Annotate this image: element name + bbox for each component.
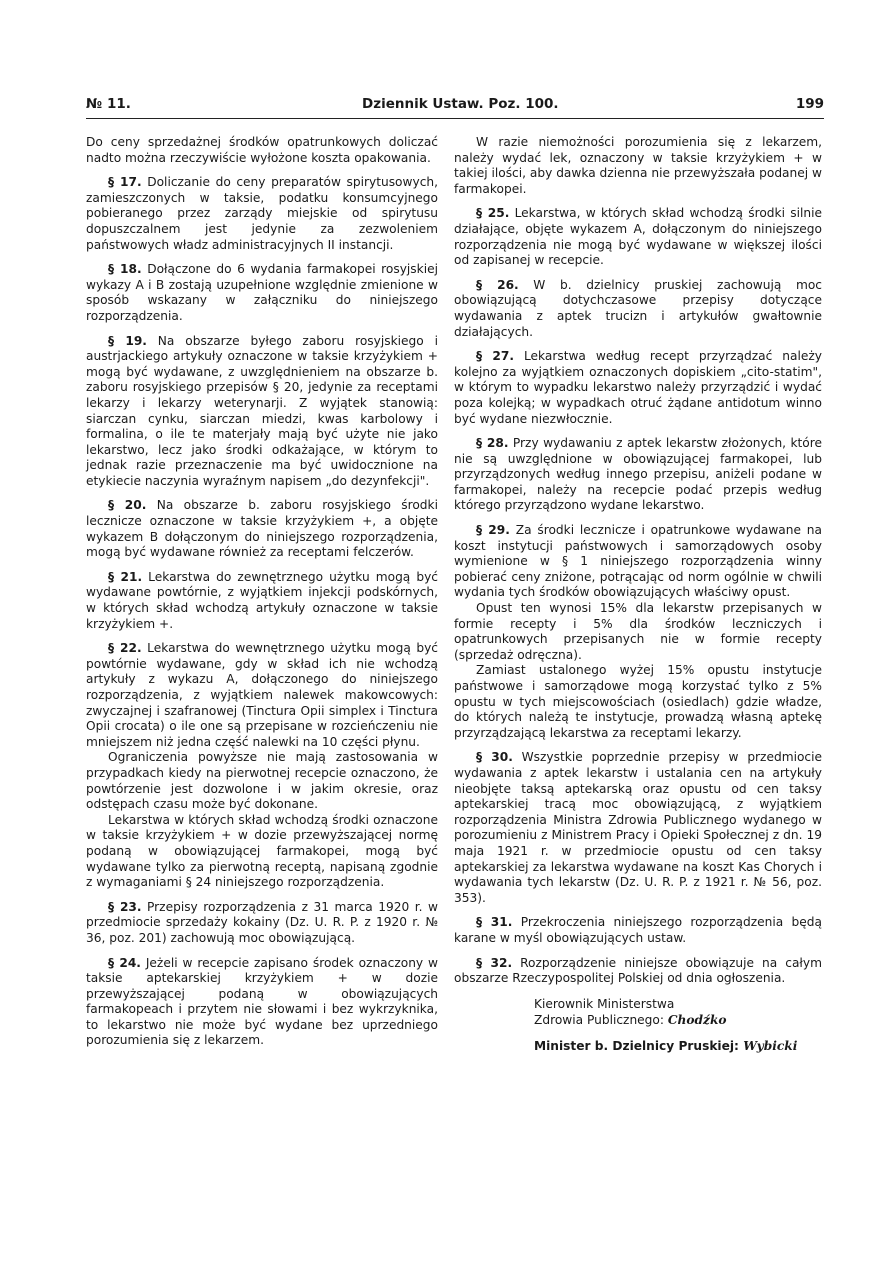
page-number: 199	[795, 96, 824, 112]
paragraph-s27: § 27. Lekarstwa według recept przyrządzać należy kolejno za wyjątkiem oznaczonych dopiskiem „cito-statim", w którym to wypadku lekarstwo należy przyrządzić i wydać poza kolejką; w wypadkach otruć żądane antidotum winno być wydane niezwłocznie.	[454, 349, 822, 426]
paragraph-s20: § 20. Na obszarze b. zaboru rosyjskiego środki lecznicze oznaczone w taksie krzyżykiem +, a objęte wykazem B dołączonym do niniejszego rozporządzenia, mogą być wydawane również za receptami felczerów.	[86, 498, 438, 560]
paragraph-s28: § 28. Przy wydawaniu z aptek lekarstw złożonych, które nie są uwzględnione w obowiązującej farmakopei, lub przyrządzonych według innego przepisu, aniżeli podane w farmakopei, należy na recepcie podać przepis według którego przyrządzono wydane lekarstwo.	[454, 436, 822, 513]
signature-health-label: Zdrowia Publicznego:	[534, 1012, 664, 1027]
right-column	[454, 135, 822, 1054]
paragraph-s24: § 24. Jeżeli w recepcie zapisano środek oznaczony w taksie aptekarskiej krzyżykiem + w dozie przewyższającej podaną w obowiązujących farmakopeach i przytem nie słowami i bez wykrzyknika, to lekarstwo nie może być wydane bez uprzedniego porozumienia się z lekarzem.	[86, 955, 438, 1048]
paragraph-s26: § 26. W b. dzielnicy pruskiej zachowują moc obowiązującą dotychczasowe przepisy dotyczące wydawania z aptek trucizn i artykułów gwałtownie działających.	[454, 277, 822, 339]
section-marker: § 28.	[476, 436, 509, 451]
paragraph-s22-limits: Ograniczenia powyższe nie mają zastosowania w przypadkach kiedy na pierwotnej recepcie oznaczono, że powtórzenie jest dozwolone i w jakim okresie, oraz odstępach czasu może być dokonane.	[86, 750, 438, 812]
header-rule	[86, 118, 824, 119]
signature-prussia-label: Minister b. Dzielnicy Pruskiej:	[534, 1038, 739, 1053]
section-marker: § 27.	[476, 349, 514, 364]
section-marker: § 30.	[476, 750, 513, 765]
paragraph-s18: § 18. Dołączone do 6 wydania farmakopei rosyjskiej wykazy A i B zostają uzupełnione względnie zmienione w sposób wskazany w załączniku do niniejszego rozporządzenia.	[86, 262, 438, 323]
left-column	[86, 135, 438, 1058]
paragraph-s23: § 23. Przepisy rozporządzenia z 31 marca 1920 r. w przedmiocie sprzedaży kokainy (Dz. U. R. P. z 1920 r. № 36, poz. 201) zachowują moc obowiązującą.	[86, 899, 438, 945]
paragraph-s32: § 32. Rozporządzenie niniejsze obowiązuje na całym obszarze Rzeczypospolitej Polskiej od dnia ogłoszenia.	[454, 955, 822, 986]
paragraph-s29-alt: Zamiast ustalonego wyżej 15% opustu instytucje państwowe i samorządowe mogą korzystać tylko z 5% opustu w tych miejscowościach (osiedlach) gdzie władze, do których należą te instytucje, prowadzą własną aptekę przyrządzającą lekarstwa za receptami lekarzy.	[454, 663, 822, 740]
section-marker: § 21.	[108, 569, 143, 584]
paragraph-s17: § 17. Doliczanie do ceny preparatów spirytusowych, zamieszczonych w taksie, podatku konsumcyjnego pobieranego przez zarządy miejskie od spirytusu dopuszczalnem jest jedynie za zezwoleniem państwowych władz administracyjnych II instancji.	[86, 175, 438, 252]
section-marker: § 18.	[108, 262, 142, 277]
paragraph-s22: § 22. Lekarstwa do wewnętrznego użytku mogą być powtórnie wydawane, gdy w skład ich nie wchodzą artykuły z wykazu A, dołączonego do niniejszego rozporządzenia, z wyjątkiem nalewek makowcowych: zwyczajnej i szafranowej (Tinctura Opii simplex i Tinctura Opii crocata) o ile one są przepisane w rozcieńczeniu nie mniejszem niż jedna część nalewki na 10 części płynu.	[86, 641, 438, 749]
paragraph-s22-dose: Lekarstwa w których skład wchodzą środki oznaczone w taksie krzyżykiem + w dozie przewyższającej normę podaną w obowiązującej farmakopei, mogą być wydawane tylko za pierwotną receptą, napisaną zgodnie z wymaganiami § 24 niniejszego rozporządzenia.	[86, 812, 438, 890]
section-marker: § 24.	[108, 955, 141, 970]
section-marker: § 26.	[476, 277, 519, 292]
paragraph-s31: § 31. Przekroczenia niniejszego rozporządzenia będą karane w myśl obowiązujących ustaw.	[454, 915, 822, 945]
paragraph-s29-discount: Opust ten wynosi 15% dla lekarstw przepisanych w formie recepty i 5% dla środków leczniczych i opatrunkowych przepisanych nie w formie recepty (sprzedaż odręczna).	[454, 601, 822, 662]
signature-prussia-name: Wybicki	[743, 1038, 798, 1053]
issue-number: № 11.	[86, 96, 131, 112]
paragraph-s29: § 29. Za środki lecznicze i opatrunkowe wydawane na koszt instytucji państwowych i samorządowych osoby wymienione w § 1 niniejszego rozporządzenia winny pobierać ceny zniżone, potrącając od norm ogólnie w chwili wydania tych środków obowiązujących właściwy opust.	[454, 523, 822, 600]
section-marker: § 31.	[476, 915, 513, 930]
section-marker: § 20.	[108, 498, 147, 513]
signature-health-name: Chodźko	[667, 1012, 727, 1027]
signature-prussia-minister	[454, 1038, 822, 1054]
section-marker: § 17.	[108, 175, 142, 190]
signature-title: Kierownik Ministerstwa	[534, 996, 675, 1011]
paragraph-s19: § 19. Na obszarze byłego zaboru rosyjskiego i austrjackiego artykuły oznaczone w taksie krzyżykiem + mogą być wydawane, z uwzględnieniem na obszarze b. zaboru rosyjskiego przepisów § 20, jedynie za receptami lekarzy i lekarzy weterynarji. Z wyjątek stanowią: siarczan cynku, siarczan miedzi, kwas karbolowy i formalina, o ile te materjały mają być użyte nie jako lekarstwo, lecz jako środki odkażające, w którym to jednak razie przeznaczenie ma być uwidocznione na etykiecie naczynia wyraźnym napisem „do dezynfekcji".	[86, 333, 438, 488]
signature-block	[454, 996, 822, 1054]
section-marker: § 29.	[476, 523, 510, 538]
paragraph-s24-cont: W razie niemożności porozumienia się z lekarzem, należy wydać lek, oznaczony w taksie krzyżykiem + w takiej ilości, aby dawka dzienna nie przewyższała podanej w farmakopei.	[454, 135, 822, 196]
section-marker: § 25.	[476, 206, 510, 221]
section-marker: § 22.	[108, 641, 142, 656]
section-marker: § 32.	[476, 955, 513, 970]
section-marker: § 23.	[108, 899, 142, 914]
paragraph-s21: § 21. Lekarstwa do zewnętrznego użytku mogą być wydawane powtórnie, z wyjątkiem injekcji podskórnych, w których skład wchodzą artykuły oznaczone w taksie krzyżykiem +.	[86, 569, 438, 631]
section-marker: § 19.	[108, 333, 147, 348]
page-header	[86, 96, 824, 118]
paragraph-s25: § 25. Lekarstwa, w których skład wchodzą środki silnie działające, objęte wykazem A, dołączonym do niniejszego rozporządzenia nie mogą być wydawane w większej ilości od zapisanej w recepcie.	[454, 206, 822, 268]
paragraph-s30: § 30. Wszystkie poprzednie przepisy w przedmiocie wydawania z aptek lekarstw i ustalania cen na artykuły nieobjęte taksą aptekarską oraz opustu od cen taksy aptekarskiej tracą moc obowiązującą, z wyjątkiem rozporządzenia Ministra Zdrowia Publicznego wydanego w porozumieniu z Ministrem Pracy i Opieki Społecznej z dn. 19 maja 1921 r. w przedmiocie opustu od cen taksy aptekarskiej za lekarstwa wydawane na koszt Kas Chorych i wydawania tych lekarstw (Dz. U. R. P. z 1921 r. № 56, poz. 353).	[454, 750, 822, 905]
signature-health-minister	[454, 1012, 822, 1028]
paragraph-packaging: Do ceny sprzedażnej środków opatrunkowych doliczać nadto można rzeczywiście wyłożone koszta opakowania.	[86, 135, 438, 165]
journal-title: Dziennik Ustaw. Poz. 100.	[362, 96, 559, 112]
